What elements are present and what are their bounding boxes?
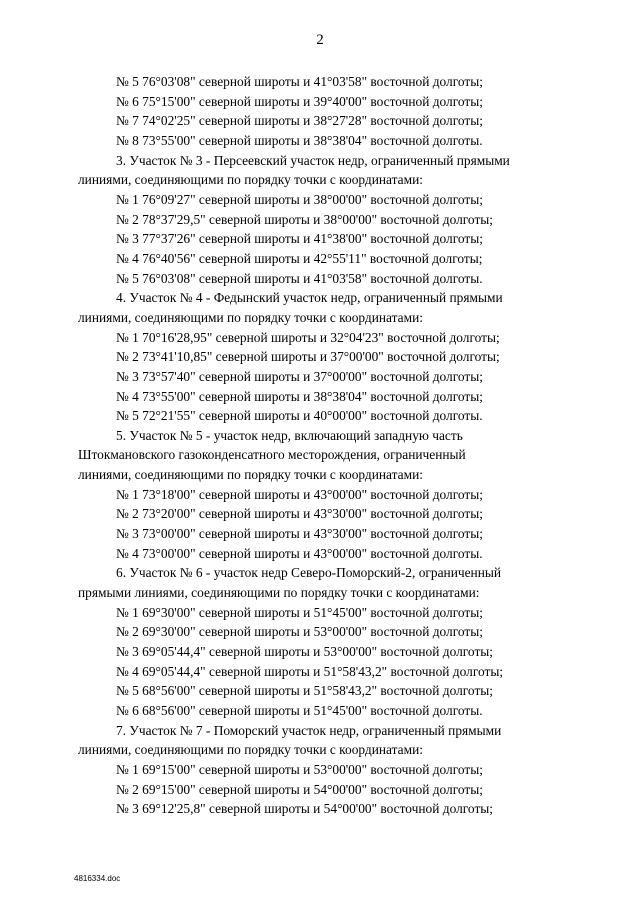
coordinate-line: № 1 69°30'00" северной широты и 51°45'00" восточной долготы; bbox=[116, 604, 483, 620]
section-text: Штокмановского газоконденсатного месторождения, ограниченный bbox=[78, 447, 466, 463]
coordinate-line: № 6 75°15'00" северной широты и 39°40'00" восточной долготы; bbox=[116, 93, 483, 109]
coordinate-line: № 5 72°21'55" северной широты и 40°00'00" восточной долготы. bbox=[116, 408, 483, 424]
coordinate-line: № 8 73°55'00" северной широты и 38°38'04" восточной долготы. bbox=[116, 132, 483, 148]
coordinate-line: № 6 68°56'00" северной широты и 51°45'00" восточной долготы. bbox=[116, 703, 483, 718]
section-heading-5: 5. Участок № 5 - участок недр, включающий западную часть bbox=[116, 427, 463, 443]
coordinate-line: № 2 73°20'00" северной широты и 43°30'00" восточной долготы; bbox=[116, 506, 483, 522]
page-number: 2 bbox=[316, 32, 324, 48]
coordinate-line: № 2 69°15'00" северной широты и 54°00'00" восточной долготы; bbox=[116, 781, 483, 797]
section-text: прямыми линиями, соединяющими по порядку точки с координатами: bbox=[78, 585, 480, 601]
coordinate-line: № 5 76°03'08" северной широты и 41°03'58" восточной долготы; bbox=[116, 74, 483, 89]
section-text: линиями, соединяющими по порядку точки с координатами: bbox=[78, 467, 423, 483]
coordinate-line: № 1 69°15'00" северной широты и 53°00'00" восточной долготы; bbox=[116, 761, 483, 777]
coordinate-line: № 4 76°40'56" северной широты и 42°55'11" восточной долготы; bbox=[116, 250, 483, 266]
coordinate-line: № 1 73°18'00" северной широты и 43°00'00" восточной долготы; bbox=[116, 486, 483, 502]
coordinate-line: № 4 69°05'44,4" северной широты и 51°58'43,2" восточной долготы; bbox=[116, 663, 504, 679]
coordinate-line: № 3 77°37'26" северной широты и 41°38'00" восточной долготы; bbox=[116, 231, 483, 247]
section-heading-3: 3. Участок № 3 - Персеевский участок недр, ограниченный прямыми bbox=[116, 152, 510, 168]
coordinate-line: № 2 69°30'00" северной широты и 53°00'00" восточной долготы; bbox=[116, 624, 483, 640]
coordinate-line: № 3 73°57'40" северной широты и 37°00'00" восточной долготы; bbox=[116, 368, 483, 384]
coordinate-line: № 5 68°56'00" северной широты и 51°58'43,2" восточной долготы; bbox=[116, 683, 494, 699]
section-heading-7: 7. Участок № 7 - Поморский участок недр, ограниченный прямыми bbox=[116, 722, 502, 738]
coordinate-line: № 3 69°12'25,8" северной широты и 54°00'00" восточной долготы; bbox=[116, 801, 494, 817]
coordinate-line: № 5 76°03'08" северной широты и 41°03'58" восточной долготы. bbox=[116, 270, 483, 286]
coordinate-line: № 4 73°55'00" северной широты и 38°38'04" восточной долготы; bbox=[116, 388, 483, 404]
section-text: линиями, соединяющими по порядку точки с координатами: bbox=[78, 742, 423, 758]
coordinate-line: № 1 70°16'28,95" северной широты и 32°04'23" восточной долготы; bbox=[116, 329, 500, 345]
coordinate-line: № 1 76°09'27" северной широты и 38°00'00" восточной долготы; bbox=[116, 191, 483, 207]
coordinate-line: № 3 73°00'00" северной широты и 43°30'00" восточной долготы; bbox=[116, 526, 483, 542]
section-heading-4: 4. Участок № 4 - Федынский участок недр, ограниченный прямыми bbox=[116, 290, 503, 306]
coordinate-line: № 2 73°41'10,85" северной широты и 37°00'00" восточной долготы; bbox=[116, 349, 500, 365]
section-text: линиями, соединяющими по порядку точки с координатами: bbox=[78, 172, 423, 188]
document-body bbox=[78, 72, 536, 819]
coordinate-line: № 2 78°37'29,5" северной широты и 38°00'00" восточной долготы; bbox=[116, 211, 494, 227]
footer-filename: 4816334.doc bbox=[74, 874, 121, 883]
coordinate-line: № 7 74°02'25" северной широты и 38°27'28" восточной долготы; bbox=[116, 113, 483, 129]
coordinate-line: № 3 69°05'44,4" северной широты и 53°00'00" восточной долготы; bbox=[116, 644, 494, 660]
section-heading-6: 6. Участок № 6 - участок недр Северо-Поморский-2, ограниченный bbox=[116, 565, 502, 581]
coordinate-line: № 4 73°00'00" северной широты и 43°00'00" восточной долготы. bbox=[116, 545, 483, 561]
section-text: линиями, соединяющими по порядку точки с координатами: bbox=[78, 309, 423, 325]
